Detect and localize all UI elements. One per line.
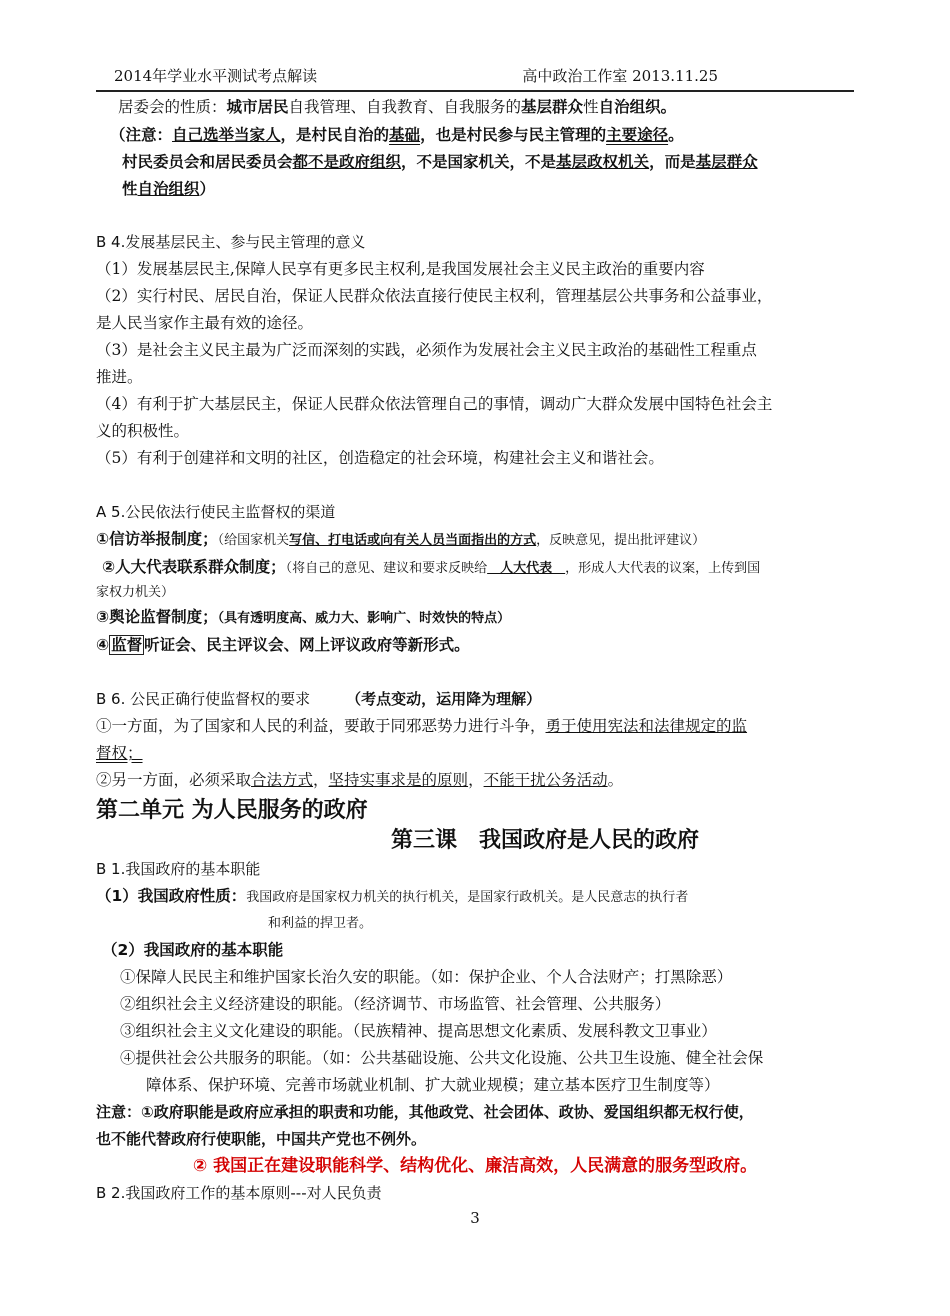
text-underline: 自己选举当家人 <box>172 125 281 144</box>
label: （1）我国政府性质： <box>96 887 247 905</box>
header-right: 高中政治工作室 2013.11.25 <box>522 67 718 85</box>
s4-item-3a: （3）是社会主义民主最为广泛而深刻的实践，必须作为发展社会主义民主政治的基础性工程重点 <box>96 341 757 359</box>
text-underline: 主要途径 <box>606 125 669 144</box>
text: 。 <box>607 771 624 789</box>
s4-item-5: （5）有利于创建祥和文明的社区，创造稳定的社会环境，构建社会主义和谐社会。 <box>96 449 664 467</box>
text-bold: （考点变动，运用降为理解） <box>346 690 542 708</box>
text: ，反映意见，提出批评建议） <box>536 533 706 548</box>
intro-note-line-3 <box>96 175 854 202</box>
s5-channel-4 <box>96 632 854 659</box>
text: ②另一方面，必须采取 <box>96 771 252 789</box>
text: ，是村民自治的 <box>280 125 390 144</box>
text: 。 <box>668 125 684 144</box>
text: 性 <box>583 98 599 116</box>
text-underline: 都不是政府组织 <box>292 152 402 171</box>
s5-channel-2 <box>96 554 854 582</box>
text-underline: 自治组织 <box>137 179 200 198</box>
text: 我国政府是国家权力机关的执行机关，是国家行政机关。是人民意志的执行者 <box>246 890 689 905</box>
s6-item-2 <box>96 767 854 794</box>
s4-item-2a: （2）实行村民、居民自治，保证人民群众依法直接行使民主权利，管理基层公共事务和公益事业， <box>96 287 773 305</box>
section-5-title: A 5.公民依法行使民主监督权的渠道 <box>96 503 336 521</box>
section-6-title <box>96 686 854 713</box>
text: 自我管理、自我教育、自我服务的 <box>288 98 522 116</box>
government-nature-cont: 和利益的捍卫者。 <box>268 916 373 931</box>
text-underline: 勇于使用宪法和法律规定的监 <box>545 717 748 735</box>
text-underline: 坚持实事求是的原则 <box>328 771 469 789</box>
note-1-cont: 也不能代替政府行使职能，中国共产党也不例外。 <box>96 1130 427 1148</box>
text-underline: 基层群众 <box>695 152 758 171</box>
text: （具有透明度高、威力大、影响广、时效快的特点） <box>217 611 511 626</box>
s6-item-1 <box>96 713 854 740</box>
note-1: 注意：①政府职能是政府应承担的职责和功能，其他政党、社会团体、政协、爱国组织都无权行使， <box>96 1103 754 1121</box>
s4-item-4a: （4）有利于扩大基层民主，保证人民群众依法管理自己的事情，调动广大群众发展中国特色社会主 <box>96 395 773 413</box>
lesson-section-1-title: B 1.我国政府的基本职能 <box>96 860 261 878</box>
lesson-title: 第三课 我国政府是人民的政府 <box>390 828 699 853</box>
lesson-section-2-title: B 2.我国政府工作的基本原则---对人民负责 <box>96 1184 382 1202</box>
text-underline: 督权； <box>96 744 143 762</box>
unit-title: 第二单元 为人民服务的政府 <box>96 798 368 823</box>
text: （给国家机关 <box>217 533 290 548</box>
intro-note-line-1 <box>96 121 854 148</box>
s5-channel-2-cont: 家权力机关） <box>96 585 175 600</box>
text: 居委会的性质： <box>118 98 227 116</box>
functions-title: （2）我国政府的基本职能 <box>102 941 284 959</box>
text: ，而是 <box>649 152 696 171</box>
text: ④ <box>96 636 110 654</box>
channel-label: ①信访举报制度； <box>96 530 218 548</box>
text: ①一方面，为了国家和人民的利益，要敢于同邪恶势力进行斗争， <box>96 717 546 735</box>
spacer <box>96 202 854 229</box>
text-bold: 基层群众 <box>521 98 584 116</box>
intro-line-1 <box>96 94 854 121</box>
text-underline: 写信、打电话或向有关人员当面指出的方式 <box>289 533 537 548</box>
s4-item-1: （1）发展基层民主,保障人民享有更多民主权利,是我国发展社会主义民主政治的重要内容 <box>96 260 705 278</box>
text: 听证会、民主评议会、网上评议政府等新形式。 <box>144 636 470 654</box>
s5-channel-3 <box>96 604 854 632</box>
function-2: ②组织社会主义经济建设的职能。（经济调节、市场监管、社会管理、公共服务） <box>120 995 671 1013</box>
text: （将自己的意见、建议和要求反映给 <box>285 561 488 576</box>
text-underline: 人大代表 <box>487 561 566 576</box>
s4-item-4b: 义的积极性。 <box>96 422 190 440</box>
document-body <box>96 94 854 1207</box>
text-underline: 合法方式 <box>251 771 314 789</box>
channel-label: ②人大代表联系群众制度； <box>102 558 286 576</box>
s4-item-3b: 推进。 <box>96 368 143 386</box>
s6-item-1-cont <box>96 740 854 767</box>
text: 村民委员会和居民委员会 <box>122 152 293 171</box>
channel-label: ③舆论监督制度； <box>96 608 218 626</box>
text: B 6. 公民正确行使监督权的要求 <box>96 690 311 708</box>
page-header <box>96 66 854 92</box>
spacer <box>96 659 854 686</box>
function-4-cont: 障体系、保护环境、完善市场就业机制、扩大就业规模；建立基本医疗卫生制度等） <box>146 1076 720 1094</box>
text: （注意： <box>110 125 173 144</box>
function-1: ①保障人民民主和维护国家长治久安的职能。（如：保护企业、个人合法财产；打黑除恶） <box>120 968 733 986</box>
text-bold: 自治组织。 <box>598 98 677 116</box>
text-underline: 基础 <box>389 125 421 144</box>
section-4-title: B 4.发展基层民主、参与民主管理的意义 <box>96 233 366 251</box>
text: ， <box>313 771 329 789</box>
intro-note-line-2 <box>96 148 854 175</box>
text: ） <box>199 179 216 198</box>
text: ，不是国家机关，不是 <box>401 152 557 171</box>
header-left: 2014年学业水平测试考点解读 <box>114 67 318 85</box>
function-4: ④提供社会公共服务的职能。（如：公共基础设施、公共文化设施、公共卫生设施、健全社会保 <box>120 1049 764 1067</box>
text: ， <box>468 771 484 789</box>
s4-item-2b: 是人民当家作主最有效的途径。 <box>96 314 314 332</box>
note-2-red: ② 我国正在建设职能科学、结构优化、廉洁高效，人民满意的服务型政府。 <box>192 1156 758 1176</box>
text-bold: 城市居民 <box>226 98 289 116</box>
text: 性 <box>122 179 138 198</box>
s5-channel-1 <box>96 526 854 554</box>
document-page <box>96 66 854 1207</box>
boxed-text: 监督 <box>111 636 143 654</box>
spacer <box>96 472 854 499</box>
government-nature <box>96 883 854 911</box>
text-underline: 不能干扰公务活动 <box>483 771 608 789</box>
page-number: 3 <box>470 1209 480 1227</box>
text-underline: 基层政权机关 <box>556 152 650 171</box>
function-3: ③组织社会主义文化建设的职能。（民族精神、提高思想文化素质、发展科教文卫事业） <box>120 1022 717 1040</box>
text: ，也是村民参与民主管理的 <box>420 125 607 144</box>
text: ，形成人大代表的议案，上传到国 <box>565 561 761 576</box>
